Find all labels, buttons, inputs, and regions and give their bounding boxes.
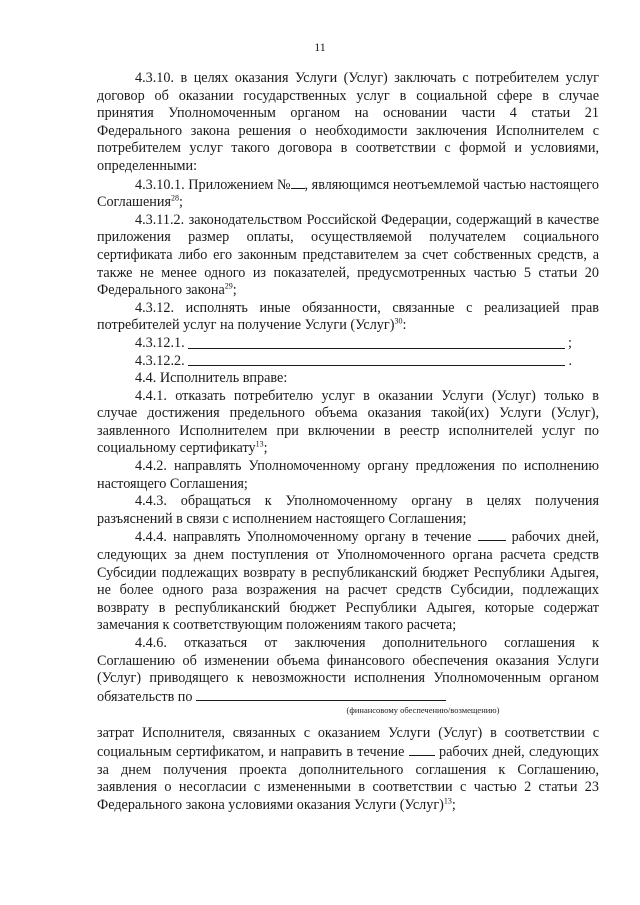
- field-caption: (финансовому обеспечению/возмещению): [346, 705, 500, 716]
- clause-4-4-2: 4.4.2. направлять Уполномоченному органу предложения по исполнению настоящего Соглашения;: [97, 458, 599, 492]
- clause-4-4: 4.4. Исполнитель вправе:: [135, 370, 288, 387]
- clause-4-4-1: 4.4.1. отказать потребителю услуг в оказании Услуги (Услуг) только в случае достижения предельного объема оказания такой(их) Услуги (Услуг), заявленного Исполнителем при включении в реестр исполнителей услуг по социальному сертификату$^{13}$;: [97, 387, 599, 457]
- fill-in-line: [188, 347, 565, 349]
- clause-4-3-12-2: 4.3.12.2. .: [135, 352, 572, 369]
- fill-in-line: [188, 364, 566, 366]
- clause-4-3-10: 4.3.10. в целях оказания Услуги (Услуг) заключать с потребителем услуг договор об оказании государственных услуг в социальной сфере в случае принятия Уполномоченным органом на основании части 4 статьи 21 Федерального закона решения о необходимости заключения Исполнителем с потребителем услуг такого договора в соответствии с формой и условиями, определенными:: [97, 70, 599, 174]
- clause-4-3-12-1: 4.3.12.1. ;: [135, 334, 572, 351]
- footnote-ref: 13: [443, 796, 452, 806]
- document-body: [97, 70, 599, 814]
- clause-4-3-10-1: 4.3.10.1. Приложением № , являющимся неотъемлемой частью настоящего Соглашения$^{28}$;: [97, 176, 599, 211]
- footnote-ref: 29: [224, 281, 233, 291]
- clause-4-4-3: 4.4.3. обращаться к Уполномоченному органу в целях получения разъяснений в связи с исполнением настоящего Соглашения;: [97, 493, 599, 527]
- clause-4-4-6: 4.4.6. отказаться от заключения дополнительного соглашения к Соглашению об изменении объема финансового обеспечения оказания Услуги (Услуг) приводящего к невозможности исполнения Уполномоченным органом обязательств по: [97, 635, 599, 705]
- footnote-ref: 13: [255, 439, 264, 449]
- clause-4-4-4: 4.4.4. направлять Уполномоченному органу в течение рабочих дней, следующих за днем поступления от Уполномоченного органа расчета средств Субсидии подлежащих возврату в республиканский бюджет Республики Адыгея, не более одного раза возражения на расчет средств Субсидии, подлежащих возврату в республиканский бюджет Республики Адыгея, которые содержат замечания к соответствующим положениям такого расчета;: [97, 529, 600, 634]
- footnote-ref: 28: [170, 193, 179, 203]
- clause-4-4-6-continued: затрат Исполнителя, связанных с оказанием Услуги (Услуг) в соответствии с социальным сертификатом, и направить в течение рабочих дней, следующих за днем получения проекта дополнительного соглашения к Соглашению, заявления о несогласии с измененными в соответствии с частью 2 статьи 23 Федерального закона условиями оказания Услуги (Услуг)$^{13}$;: [97, 725, 600, 813]
- clause-4-3-11-2: 4.3.11.2. законодательством Российской Федерации, содержащий в качестве приложения размер оплаты, осуществляемой получателем социального сертификата либо его законным представителем за счет собственных средств, а также не менее одного из показателей, предусмотренных частью 5 статьи 20 Федерального закона$^{29}$;: [97, 211, 599, 299]
- page-number: 11: [314, 40, 326, 54]
- clause-4-3-12: 4.3.12. исполнять иные обязанности, связанные с реализацией прав потребителей услуг на получение Услуги (Услуг)$^{30}$:: [97, 299, 599, 334]
- footnote-ref: 30: [394, 316, 403, 326]
